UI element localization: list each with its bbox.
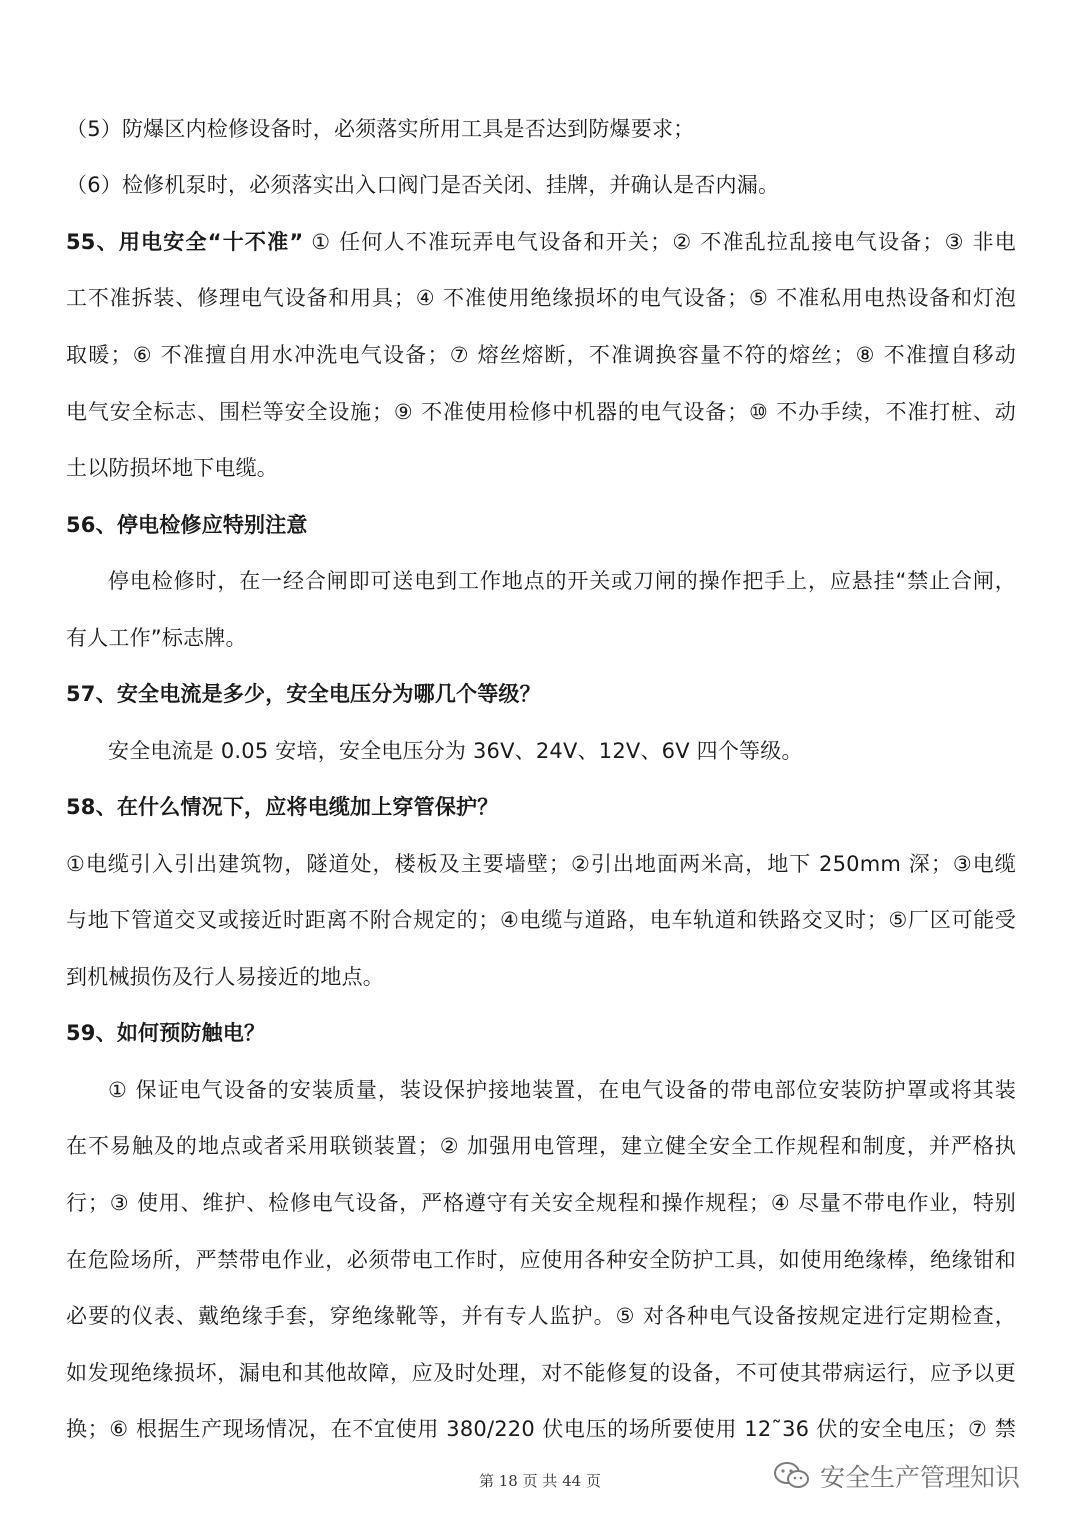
text-line: 行；③ 使用、维护、检修电气设备，严格遵守有关安全规程和操作规程；④ 尽量不带电作业，特别 [66, 1191, 1016, 1215]
text-line: ①电缆引入引出建筑物，隧道处，楼板及主要墙壁；②引出地面两米高，地下 250mm 深；③电缆 [66, 852, 1016, 876]
text-line: 电气安全标志、围栏等安全设施；⑨ 不准使用检修中机器的电气设备；⑩ 不办手续，不准打桩、动 [66, 400, 1016, 424]
text-line: 停电检修时，在一经合闸即可送电到工作地点的开关或刀闸的操作把手上，应悬挂“禁止合闸， [108, 569, 1016, 593]
section-heading-56: 56、停电检修应特别注意 [66, 513, 308, 537]
text-line: 换；⑥ 根据生产现场情况，在不宜使用 380/220 伏电压的场所要使用 12˜36 伏的安全电压；⑦ 禁 [66, 1417, 1016, 1441]
text-line: 如发现绝缘损坏，漏电和其他故障，应及时处理，对不能修复的设备，不可使其带病运行，应予以更 [66, 1361, 1016, 1385]
text-line: 必要的仪表、戴绝缘手套，穿绝缘靴等，并有专人监护。⑤ 对各种电气设备按规定进行定期检查， [66, 1304, 1016, 1328]
text-line: （5）防爆区内检修设备时，必须落实所用工具是否达到防爆要求； [66, 117, 695, 141]
text-line: 与地下管道交叉或接近时距离不附合规定的；④电缆与道路，电车轨道和铁路交叉时；⑤厂区可能受 [66, 908, 1016, 932]
text-line: 取暖；⑥ 不准擅自用水冲洗电气设备；⑦ 熔丝熔断，不准调换容量不符的熔丝；⑧ 不准擅自移动 [66, 343, 1016, 367]
text-line [66, 227, 1016, 257]
text-line: 在危险场所，严禁带电作业，必须带电工作时，应使用各种安全防护工具，如使用绝缘棒，绝缘钳和 [66, 1248, 1016, 1272]
text-line: 安全电流是 0.05 安培，安全电压分为 36V、24V、12V、6V 四个等级。 [108, 739, 803, 763]
text-line: 有人工作”标志牌。 [66, 626, 247, 650]
text-line: 工不准拆装、修理电气设备和用具；④ 不准使用绝缘损坏的电气设备；⑤ 不准私用电热设备和灯泡 [66, 286, 1016, 310]
section-heading-55: 55、用电安全“十不准” [66, 230, 304, 254]
wechat-icon [772, 1460, 812, 1492]
text-line: ① 保证电气设备的安装质量，装设保护接地装置，在电气设备的带电部位安装防护罩或将其装 [108, 1078, 1016, 1102]
watermark [772, 1456, 1020, 1496]
text-segment: ① 任何人不准玩弄电气设备和开关；② 不准乱拉乱接电气设备；③ 非电 [311, 230, 1016, 254]
section-heading-57: 57、安全电流是多少，安全电压分为哪几个等级？ [66, 682, 541, 706]
section-heading-58: 58、在什么情况下，应将电缆加上穿管保护？ [66, 795, 499, 819]
section-heading-59: 59、如何预防触电？ [66, 1021, 266, 1045]
page-number: 第 18 页 共 44 页 [478, 1472, 601, 1490]
text-line: （6）检修机泵时，必须落实出入口阀门是否关闭、挂牌，并确认是否内漏。 [66, 173, 780, 197]
watermark-text: 安全生产管理知识 [820, 1463, 1021, 1492]
text-line: 土以防损坏地下电缆。 [66, 456, 278, 480]
text-line: 到机械损伤及行人易接近的地点。 [66, 965, 384, 989]
text-line: 在不易触及的地点或者采用联锁装置；② 加强用电管理，建立健全安全工作规程和制度，并严格执 [66, 1134, 1016, 1158]
